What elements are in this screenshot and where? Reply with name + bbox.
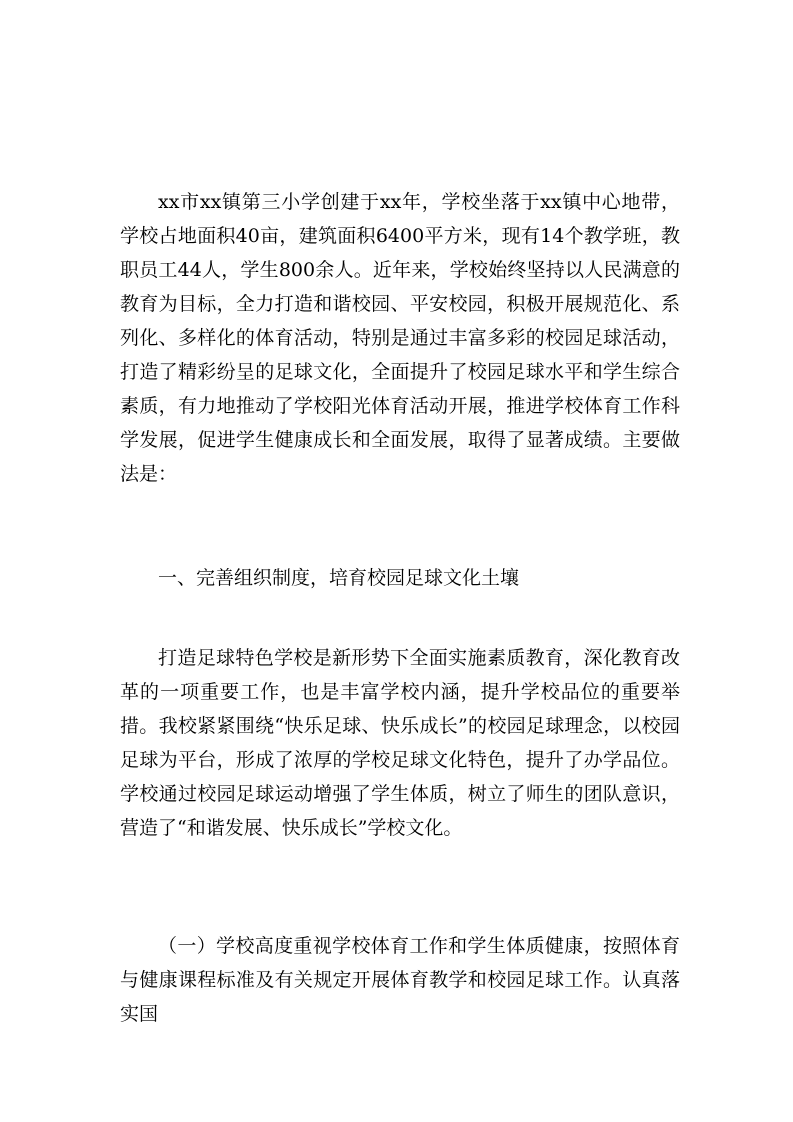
intro-paragraph: xx市xx镇第三小学创建于xx年，学校坐落于xx镇中心地带，学校占地面积40亩，建筑面积6400平方米，现有14个教学班，教职员工44人，学生800余人。近年来，学校始终坚持以人民满意的教育为目标，全力打造和谐校园、平安校园，积极开展规范化、系列化、多样化的体育活动，特别是通过丰富多彩的校园足球活动，打造了精彩纷呈的足球文化，全面提升了校园足球水平和学生综合素质，有力地推动了学校阳光体育活动开展，推进学校体育工作科学发展，促进学生健康成长和全面发展，取得了显著成绩。主要做法是：: [120, 191, 680, 485]
section-heading: 一、完善组织制度，培育校园足球文化土壤: [158, 567, 520, 589]
subsection-paragraph: （一）学校高度重视学校体育工作和学生体质健康，按照体育与健康课程标准及有关规定开展体育教学和校园足球工作。认真落实国: [120, 935, 680, 1025]
football-culture-paragraph: 打造足球特色学校是新形势下全面实施素质教育，深化教育改革的一项重要工作，也是丰富学校内涵，提升学校品位的重要举措。我校紧紧围绕“快乐足球、快乐成长”的校园足球理念，以校园足球为平台，形成了浓厚的学校足球文化特色，提升了办学品位。学校通过校园足球运动增强了学生体质，树立了师生的团队意识，营造了“和谐发展、快乐成长”学校文化。: [120, 647, 680, 839]
